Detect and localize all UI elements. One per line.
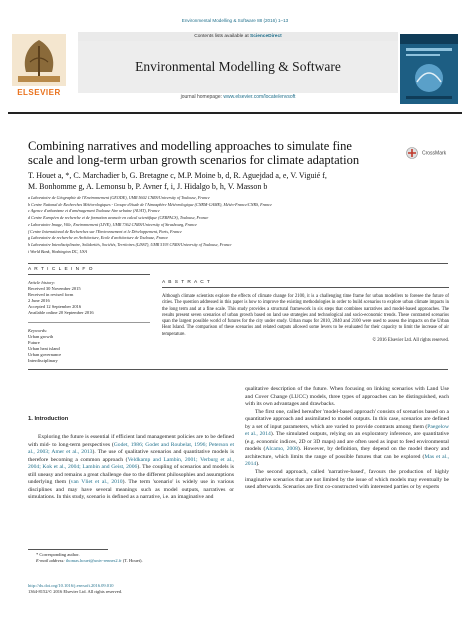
- authors-line-1[interactable]: T. Houet a, *, C. Marchadier b, G. Bretagne c, M.P. Moine b, d, R. Aguejdad a, e, V. Viguié f,: [28, 171, 327, 180]
- text-run: Exploring the future is essential if efficient land management policies are to be defined with mid- to long-term perspectives (: [28, 434, 234, 448]
- text-run: ). The term 'scenario' is widely use in various disciplines and may have several meanings such as model outputs, narratives or simulations. In this study, scenario is defined as a narrative, i.e. an imaginative and: [28, 479, 234, 501]
- journal-cover-image[interactable]: [400, 34, 458, 104]
- elsevier-logo[interactable]: [8, 32, 70, 100]
- history-item: Received 30 November 2015: [28, 286, 81, 291]
- authors-line-2[interactable]: M. Bonhomme g, A. Lemonsu b, P. Avner f, i, J. Hidalgo b, h, V. Masson b: [28, 181, 268, 191]
- text-run: ). The use of qualitative scenarios and quantitative models is therefore becoming a common approach (: [28, 449, 234, 463]
- affiliation-item: a Laboratoire de Géographie de l'Environnement (GEODE), UMR 5602 CNRS/University of Toulouse, France: [28, 195, 210, 200]
- footnote-rule: [28, 549, 108, 550]
- history-item: Received in revised form: [28, 292, 74, 297]
- journal-header: [8, 32, 462, 110]
- corresponding-note: * Corresponding author.: [36, 552, 80, 557]
- publisher-name: ELSEVIER: [17, 88, 61, 97]
- homepage-prefix: journal homepage:: [180, 94, 224, 100]
- sciencedirect-link[interactable]: ScienceDirect: [250, 34, 282, 39]
- paper-title: Combining narratives and modelling approaches to simulate fine scale and long-term urban growth scenarios for climate adaptation: [28, 139, 360, 167]
- intro-right-column: [245, 386, 449, 492]
- affiliation-item: i World Bank, Washington DC, USA: [28, 248, 87, 254]
- divider: [28, 263, 448, 264]
- email-label: E-mail address:: [36, 558, 66, 563]
- homepage-link[interactable]: www.elsevier.com/locate/envsoft: [223, 94, 296, 100]
- keyword: Future: [28, 339, 40, 345]
- affiliation-item: h Laboratoire Interdisciplinaire, Solidarités, Sociétés, Territoires (LISST), UMR 5193 CNRS/University of Toulouse, France: [28, 241, 232, 247]
- email-link[interactable]: thomas.houet@univ-rennes2.fr: [65, 558, 122, 563]
- text-run: ).: [256, 461, 260, 468]
- affiliation-item: b Centre National de Recherches Météorologiques - Groupe d'étude de l'Atmosphère Météorologique (CNRM-GAME), Météo-France/CNRS, France: [28, 201, 272, 207]
- crossmark-label: CrossMark: [422, 150, 447, 157]
- footnote: [28, 552, 208, 564]
- intro-paragraph: [28, 434, 234, 502]
- divider: [28, 322, 150, 323]
- text-run: ). The simulated outputs, relying on an exploratory inference, are quantitative (e.g. economic indices, 2D or 3D maps) and are often used as input to feed environmental models (: [245, 431, 449, 453]
- affiliation-item: f Centre International de Recherches sur l'Environnement et le Développement, Paris, France: [28, 228, 182, 234]
- text-run: The first one, called hereafter 'model-based approach' consists of scenarios based on a quantitative approach and assimilated to model outputs. In this case, scenarios are defined by a set of input parameters, which are varied to provide contrasts among them (: [245, 408, 449, 430]
- divider: [162, 287, 449, 288]
- affiliation-item: g Laboratoire de recherche en Architecture, Ecole d'architecture de Toulouse, France: [28, 235, 169, 241]
- citation-link[interactable]: van Vliet et al., 2010: [70, 479, 123, 486]
- journal-reference[interactable]: Environmental Modelling & Software 88 (2016) 1–13: [181, 18, 289, 23]
- citation-link[interactable]: Veldkamp and Lambin, 2001; Verburg et al., 2004; Kok et al., 2004; Lambin and Geist, 2006: [28, 456, 235, 471]
- abstract-text: Although climate scientists explore the effects of climate change for 2100, it is a challenging time frame for urban modellers to foresee the future of cities. The question addressed in this paper is how to improve the existing methodologies in order to build scenarios to explore urban climate impacts in the long term and at a fine scale. This study provides a structural framework in six steps that combines narratives and model-based approaches. The results present seven scenarios of urban growth based on land use strategies and technological and socio-economic trends. These contrasted scenarios span the largest possible world of futures for the city under study. Urban maps for 2010, 2040 and 2100 were used to assess the impacts on the Urban Heat Island. The comparison of these scenarios and related outputs allowed some levers to be evaluated for their capacity to limit the increase of air temperature.: [162, 294, 449, 337]
- doi-block: [28, 583, 228, 596]
- article-info-heading: A R T I C L E I N F O: [28, 267, 94, 272]
- section-heading: 1. Introduction: [28, 416, 69, 422]
- citation-link[interactable]: Godet, 1986; Godet and Roubelat, 1996; Peterson et al., 2003; Amer et al., 2013: [28, 441, 235, 456]
- citation-link[interactable]: Mas et al., 2014: [245, 453, 449, 468]
- intro-paragraph: qualitative description of the future. When focusing on linking scenarios with Land Use and Cover Change (LUCC) models, three types of approaches can be distinguished, each with its own advantages and drawbacks.: [245, 386, 449, 408]
- intro-paragraph: The second approach, called 'narrative-based', favours the production of highly imaginative scenarios that are not limited by the issue of which models may eventually be used afterwards. Scenarios are first co-constructed with interested parties or by experts: [245, 469, 449, 491]
- crossmark-icon: [406, 147, 418, 159]
- history-item: 2 June 2016: [28, 298, 50, 303]
- abstract-heading: A B S T R A C T: [162, 280, 211, 285]
- contents-prefix: Contents lists available at: [194, 34, 250, 39]
- abstract-body: [162, 294, 449, 344]
- keyword: Interdisciplinary: [28, 357, 58, 363]
- citation-link[interactable]: Paegelow et al., 2014: [245, 423, 449, 438]
- text-run: ). The coupling of scenarios and models is still uneasy and remains a great challenge due to the different philosophies and assumptions underlying them (: [28, 464, 234, 486]
- history-item: Available online 20 September 2016: [28, 310, 94, 315]
- history-label: Article history:: [28, 280, 56, 285]
- affiliation-item: c Agence d'urbanisme et d'aménagement Toulouse Aire urbaine (AUAT), France: [28, 208, 160, 214]
- header-rule: [8, 112, 462, 114]
- affiliation-item: d Centre Européen de recherche et de formation avancée en calcul scientifique (CERFACS), Toulouse, France: [28, 215, 209, 221]
- article-info: [28, 280, 150, 364]
- issn-line: 1364-8152/© 2016 Elsevier Ltd. All rights reserved.: [28, 589, 123, 595]
- intro-left-column: [28, 434, 234, 502]
- doi-link[interactable]: http://dx.doi.org/10.1016/j.envsoft.2016.09.010: [28, 583, 114, 588]
- email-suffix: (T. Houet).: [121, 558, 143, 563]
- citation-link[interactable]: Alcamo, 2008: [265, 446, 298, 453]
- journal-title: Environmental Modelling & Software: [135, 59, 341, 74]
- journal-title-band: [78, 41, 398, 93]
- author-list: [28, 171, 448, 192]
- contents-bar: [78, 32, 398, 41]
- affiliation-list: [28, 195, 448, 255]
- keyword: Urban growth: [28, 333, 54, 339]
- keywords-label: Keywords:: [28, 327, 48, 333]
- divider: [28, 274, 150, 275]
- history-item: Accepted 12 September 2016: [28, 304, 82, 309]
- divider: [28, 369, 448, 370]
- keyword: Urban heat island: [28, 345, 60, 351]
- journal-homepage: [78, 94, 398, 100]
- abstract-copyright: © 2016 Elsevier Ltd. All rights reserved.: [372, 338, 449, 344]
- text-run: ). However, by definition, they depend on the model theory and architecture, which limits the range of possible futures that can be explored (: [245, 446, 449, 460]
- crossmark-badge[interactable]: [406, 144, 446, 162]
- affiliation-item: e Laboratoire Image, Ville, Environnement (LIVE), UMR 7362 CNRS/University of Strasbourg, France: [28, 221, 197, 227]
- keyword: Urban governance: [28, 351, 62, 357]
- intro-paragraph: [245, 409, 449, 469]
